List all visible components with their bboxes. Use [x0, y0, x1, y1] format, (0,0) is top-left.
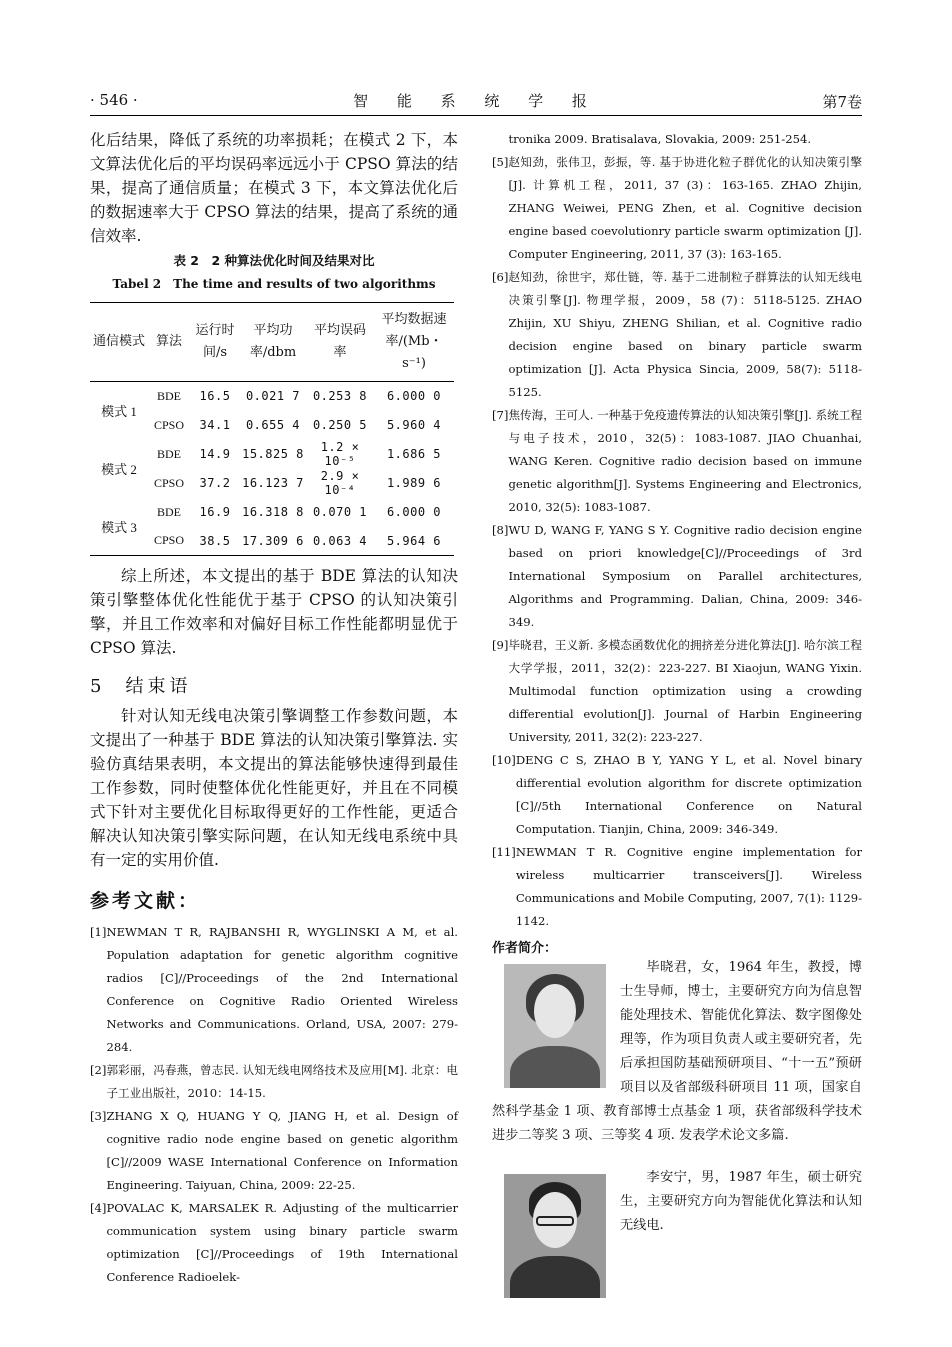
cell-rate: 1.989 6: [386, 476, 442, 490]
table-caption-cn: 表 2 2 种算法优化时间及结果对比: [173, 253, 375, 268]
table-caption-en: Tabel 2 The time and results of two algorithms: [112, 277, 436, 291]
cell-alg: BDE: [157, 388, 181, 403]
reference-number: [10]: [492, 753, 516, 767]
references-list-right: [492, 128, 862, 933]
reference-item: [90, 1105, 458, 1197]
author-bio-1: [492, 956, 862, 1148]
table-row: [90, 498, 454, 527]
cell-power: 15.825 8: [242, 447, 304, 461]
reference-text: NEWMAN T R, RAJBANSHI R, WYGLINSKI A M, et al. Population adaptation for genetic algorithm cognitive radios [C]//Proceedings of the 2nd International Conference on Cognitive Radio Oriented Wireless Networks and Communications. Orland, USA, 2007: 279-284.: [106, 925, 458, 1054]
results-table: [90, 302, 454, 556]
cell-power: 0.655 4: [245, 418, 301, 432]
reference-text: 赵知劲，张伟卫，彭振，等. 基于协进化粒子群优化的认知决策引擎[J]. 计算机工程，2011, 37 (3)：163-165. ZHAO Zhijin, ZHANG Weiwei, PENG Zhen, et al. Cognitive decision engine based coevolutionry particle swarm optimization [J]. Computer Engineering, 2011, 37 (3): 163-165.: [508, 155, 862, 261]
page-number: · 546 ·: [90, 91, 138, 109]
reference-item: [492, 128, 862, 151]
paragraph-summary: 综上所述，本文提出的基于 BDE 算法的认知决策引擎整体优化性能优于基于 CPSO 的认知决策引擎，并且工作效率和对偏好目标工作性能都明显优于 CPSO 算法.: [90, 567, 458, 657]
reference-text: 郭彩丽，冯春燕，曾志民. 认知无线电网络技术及应用[M]. 北京：电子工业出版社，2010：14-15.: [106, 1063, 458, 1100]
author-intro-heading: 作者简介：: [492, 941, 558, 956]
section-number: 5: [90, 676, 106, 697]
reference-number: [5]: [492, 155, 509, 169]
cell-time: 14.9: [199, 447, 231, 461]
reference-text: ZHANG X Q, HUANG Y Q, JIANG H, et al. Design of cognitive radio node engine based on genetic algorithm [C]//2009 WASE International Conference on Information Engineering. Taiyuan, China, 2009: 22-25.: [106, 1109, 458, 1192]
cell-mode: 模式 3: [101, 519, 137, 535]
volume-label: 第7卷: [822, 93, 862, 111]
reference-text: WU D, WANG F, YANG S Y. Cognitive radio decision engine based on priori knowledge[C]//Proceedings of 3rd International Symposium on Parallel architectures, Algorithms and Programming. Dalian, China, 2009: 346-349.: [508, 523, 862, 629]
reference-number: [1]: [90, 925, 107, 939]
section-heading: [90, 672, 458, 698]
author-photo-2: [504, 1174, 606, 1298]
right-column: [492, 128, 862, 1302]
page-header: [90, 88, 862, 116]
cell-time: 16.9: [199, 505, 231, 519]
cell-rate: 5.960 4: [386, 418, 442, 432]
reference-text: 赵知劲，徐世宇，郑仕链，等. 基于二进制粒子群算法的认知无线电决策引擎[J]. 物理学报，2009，58 (7)：5118-5125. ZHAO Zhijin, XU Shiyu, ZHENG Shilian, et al. Cognitive radio decision engine based on binary particle swarm optimization [J]. Acta Physica Sincia, 2009, 58(7): 5118-5125.: [508, 270, 862, 399]
reference-number: [7]: [492, 408, 509, 422]
cell-alg: BDE: [157, 446, 181, 461]
cell-ber: 0.063 4: [312, 533, 368, 548]
cell-time: 37.2: [199, 476, 231, 490]
cell-ber: 0.250 5: [312, 418, 368, 432]
author-bio-1-text: 毕晓君，女，1964 年生，教授，博士生导师，博士，主要研究方向为信息智能处理技术、智能优化算法、数字图像处理等，作为项目负责人或主要研究者，先后承担国防基础预研项目、“十一五”预研项目以及省部级科研项目 11 项，国家自然科学基金 1 项、教育部博士点基金 1 项，获省部级科学技术进步二等奖 3 项、三等奖 4 项. 发表学术论文多篇.: [492, 960, 862, 1143]
col-header-alg: 算法: [148, 303, 190, 382]
cell-mode: 模式 1: [101, 404, 137, 420]
col-header-mode: 通信模式: [90, 303, 148, 382]
cell-power: 16.123 7: [242, 476, 304, 490]
col-header-rate: 平均数据速率/(Mb・s⁻¹): [374, 303, 454, 382]
reference-number: [4]: [90, 1201, 107, 1215]
table-row: [90, 382, 454, 411]
reference-number: [9]: [492, 638, 509, 652]
left-column: [90, 128, 458, 1289]
cell-rate: 6.000 0: [386, 389, 442, 404]
paragraph-results: 化后结果，降低了系统的功率损耗；在模式 2 下，本文算法优化后的平均误码率远远小于 CPSO 算法的结果，提高了通信质量；在模式 3 下，本文算法优化后的数据速率大于 CPSO 算法的结果，提高了系统的通信效率.: [90, 131, 458, 245]
reference-number: [8]: [492, 523, 509, 537]
cell-time: 16.5: [199, 389, 231, 404]
table-row: [90, 440, 454, 469]
cell-time: 34.1: [199, 418, 231, 432]
cell-rate: 5.964 6: [386, 533, 442, 548]
cell-alg: BDE: [157, 504, 181, 519]
cell-alg: CPSO: [153, 475, 185, 490]
col-header-ber: 平均误码率: [306, 303, 374, 382]
reference-item: [492, 404, 862, 519]
author-bio-2-text: 李安宁，男，1987 年生，硕士研究生，主要研究方向为智能优化算法和认知无线电.: [620, 1170, 862, 1233]
cell-rate: 6.000 0: [386, 505, 442, 519]
reference-item: [90, 1197, 458, 1289]
col-header-power: 平均功率/dbm: [240, 303, 306, 382]
cell-rate: 1.686 5: [386, 447, 442, 461]
reference-number: [6]: [492, 270, 509, 284]
reference-item: [492, 749, 862, 841]
reference-item: [90, 1059, 458, 1105]
cell-alg: CPSO: [153, 533, 185, 548]
reference-number: [2]: [90, 1063, 107, 1077]
section-title: 结束语: [125, 676, 192, 697]
cell-power: 16.318 8: [242, 505, 304, 519]
reference-4-continued: tronika 2009. Bratisalava, Slovakia, 2009: 251-254.: [508, 132, 812, 146]
col-header-time: 运行时间/s: [190, 303, 240, 382]
references-list-left: [90, 921, 458, 1289]
reference-item: [492, 841, 862, 933]
reference-number: [3]: [90, 1109, 107, 1123]
cell-power: 17.309 6: [242, 533, 304, 548]
reference-text: DENG C S, ZHAO B Y, YANG Y L, et al. Novel binary differential evolution algorithm for discrete optimization [C]//5th International Conference on Natural Computation. Tianjin, China, 2009: 346-349.: [515, 753, 862, 836]
cell-ber: 0.070 1: [312, 505, 368, 519]
journal-name: 智 能 系 统 学 报: [353, 92, 599, 110]
table-header-row: [90, 303, 454, 382]
cell-time: 38.5: [199, 533, 231, 548]
author-photo-1: [504, 964, 606, 1088]
reference-item: [90, 921, 458, 1059]
reference-text: 毕晓君，王义新. 多模态函数优化的拥挤差分进化算法[J]. 哈尔滨工程大学学报，2011，32(2)：223-227. BI Xiaojun, WANG Yixin. Multimodal function optimization using a crowding differential evolution[J]. Journal of Harbin Engineering University, 2011, 32(2): 223-227.: [508, 638, 862, 744]
reference-item: [492, 634, 862, 749]
cell-mode: 模式 2: [101, 462, 137, 477]
references-title: 参考文献：: [90, 890, 201, 912]
reference-text: NEWMAN T R. Cognitive engine implementation for wireless multicarrier transceivers[J]. Wireless Communications and Mobile Computing, 2007, 7(1): 1129-1142.: [515, 845, 862, 928]
reference-item: [492, 519, 862, 634]
cell-alg: CPSO: [153, 417, 185, 432]
author-bio-2: [492, 1166, 862, 1302]
cell-power: 0.021 7: [245, 389, 301, 404]
reference-item: [492, 151, 862, 266]
reference-text: 焦传海，王可人. 一种基于免疫遗传算法的认知决策引擎[J]. 系统工程与电子技术，2010，32(5)：1083-1087. JIAO Chuanhai, WANG Keren. Cognitive radio decision based on immune genetic algorithm[J]. Systems Engineering and Electronics, 2010, 32(5): 1083-1087.: [508, 408, 862, 514]
paragraph-conclusion: 针对认知无线电决策引擎调整工作参数问题，本文提出了一种基于 BDE 算法的认知决策引擎算法. 实验仿真结果表明，本文提出的算法能够快速得到最佳工作参数，同时使整体优化性能更好，并且在不同模式下针对主要优化目标取得更好的工作性能，更适合解决认知决策引擎实际问题，在认知无线电系统中具有一定的实用价值.: [90, 707, 458, 869]
reference-text: POVALAC K, MARSALEK R. Adjusting of the multicarrier communication system using binary particle swarm optimization [C]//Proceedings of 19th International Conference Radioelek-: [106, 1201, 458, 1284]
cell-ber: 1.2 × 10⁻⁵: [320, 440, 360, 468]
reference-number: [11]: [492, 845, 516, 859]
cell-ber: 2.9 × 10⁻⁴: [320, 469, 360, 497]
reference-item: [492, 266, 862, 404]
cell-ber: 0.253 8: [312, 389, 368, 404]
